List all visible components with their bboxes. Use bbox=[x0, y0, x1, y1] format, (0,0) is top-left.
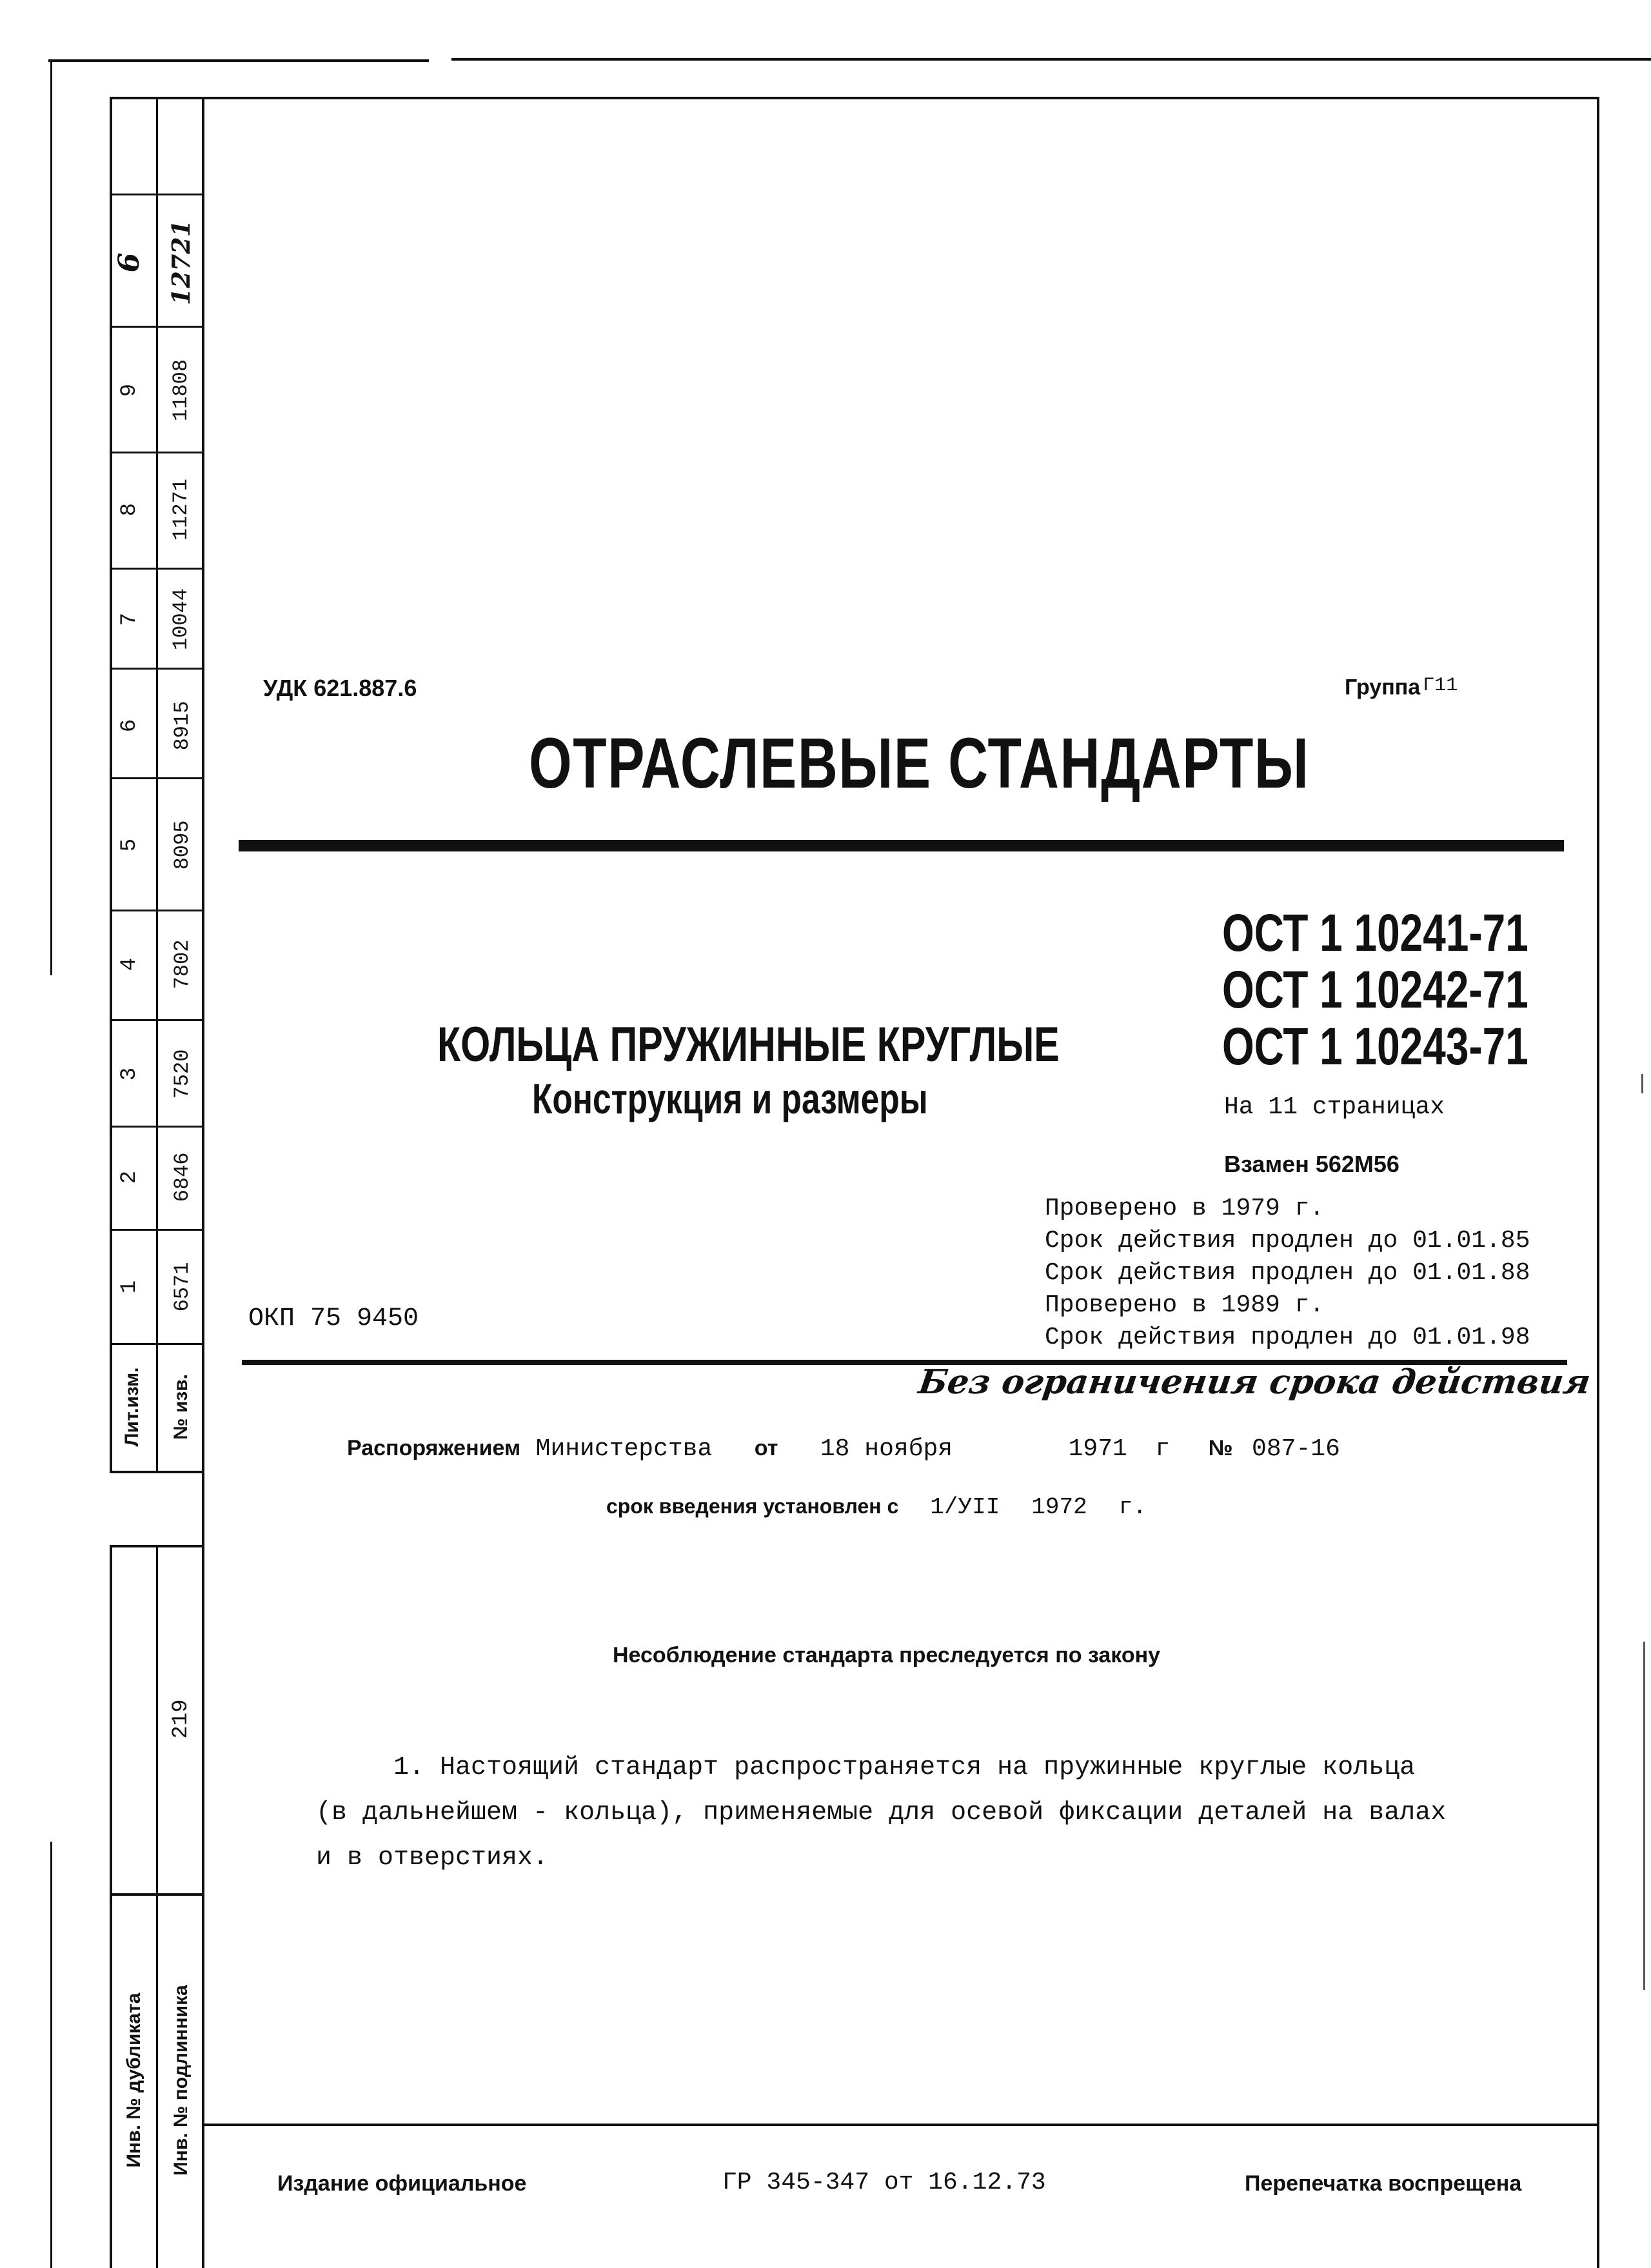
no-7: 10044 bbox=[169, 588, 193, 651]
strip2-left bbox=[110, 1545, 112, 2268]
strip-sep bbox=[110, 668, 204, 670]
body-line: и в отверстиях. bbox=[316, 1844, 549, 1873]
code-1: ОСТ 1 10241-71 bbox=[1222, 904, 1528, 962]
lit-4: 4 bbox=[117, 957, 142, 971]
strip-sep bbox=[110, 1343, 204, 1345]
intro-year: 1972 bbox=[1031, 1494, 1087, 1520]
no-2: 6846 bbox=[170, 1152, 194, 1202]
scan-mark bbox=[1643, 1642, 1645, 1990]
frame-top-right bbox=[451, 58, 1651, 61]
intro-line bbox=[606, 1492, 1147, 1520]
no-8: 11271 bbox=[169, 479, 193, 541]
standard-subtitle: Конструкция и размеры bbox=[532, 1075, 928, 1122]
status-line: Срок действия продлен до 01.01.98 bbox=[1045, 1324, 1530, 1351]
strip-bottom bbox=[110, 1471, 204, 1473]
status-line: Срок действия продлен до 01.01.85 bbox=[1045, 1227, 1530, 1255]
no-header: № изв. bbox=[170, 1374, 192, 1440]
replaces bbox=[1224, 1151, 1399, 1178]
group-label: Группа bbox=[1345, 675, 1421, 700]
strip-sep bbox=[110, 1019, 204, 1021]
strip-left-edge bbox=[110, 97, 112, 1471]
order-ministry: Министерства bbox=[535, 1435, 713, 1463]
lit-6: 6 bbox=[117, 719, 142, 733]
pages-count: На 11 страницах bbox=[1224, 1093, 1445, 1121]
footer-reprint: Перепечатка воспрещена bbox=[1245, 2171, 1522, 2196]
order-line bbox=[347, 1433, 1340, 1463]
no-1: 6571 bbox=[170, 1262, 194, 1312]
frame-main-right bbox=[1597, 97, 1599, 2268]
frame-main-left bbox=[202, 97, 204, 2268]
lit-1: 1 bbox=[117, 1280, 142, 1294]
replaces-text: Взамен 562М56 bbox=[1224, 1151, 1399, 1177]
order-num-sign: № bbox=[1208, 1436, 1233, 1460]
status-line: Проверено в 1979 г. bbox=[1045, 1195, 1325, 1222]
legal-warning: Несоблюдение стандарта преследуется по закону bbox=[613, 1643, 1161, 1667]
scan-mark bbox=[1641, 1074, 1643, 1093]
lit-8: 8 bbox=[117, 502, 142, 517]
code-3: ОСТ 1 10243-71 bbox=[1222, 1017, 1528, 1076]
lit-3: 3 bbox=[117, 1067, 142, 1081]
frame-main-top bbox=[110, 97, 1599, 99]
dup-label: Инв. № дубликата bbox=[123, 1993, 144, 2168]
strip-sep bbox=[110, 326, 204, 328]
intro-label: срок введения установлен с bbox=[606, 1495, 899, 1518]
strip-mid-edge bbox=[156, 97, 158, 1471]
frame-footer-top bbox=[202, 2124, 1599, 2126]
order-year: 1971 bbox=[1068, 1435, 1127, 1463]
lit-header: Лит.изм. bbox=[121, 1367, 143, 1447]
orig-label: Инв. № подлинника bbox=[170, 1985, 192, 2176]
okp-code: ОКП 75 9450 bbox=[248, 1304, 419, 1333]
order-date: 18 ноября bbox=[820, 1435, 953, 1463]
lit-9: 9 bbox=[117, 383, 142, 397]
body-line: 1. Настоящий стандарт распространяется на пружинные круглые кольца bbox=[393, 1753, 1416, 1782]
strip-sep bbox=[110, 1229, 204, 1231]
strip2-sep bbox=[110, 1893, 204, 1896]
order-from: от bbox=[754, 1436, 778, 1460]
status-line: Срок действия продлен до 01.01.88 bbox=[1045, 1259, 1530, 1287]
frame-left-outer-low bbox=[50, 1842, 52, 2268]
strip-sep bbox=[110, 452, 204, 453]
no-5: 8095 bbox=[170, 820, 194, 870]
strip-sep bbox=[110, 777, 204, 779]
standard-name: КОЛЬЦА ПРУЖИННЫЕ КРУГЛЫЕ bbox=[437, 1017, 1060, 1072]
frame-top-left bbox=[48, 59, 429, 62]
status-line: Проверено в 1989 г. bbox=[1045, 1291, 1325, 1319]
no-4: 7802 bbox=[170, 939, 194, 990]
intro-suffix: г. bbox=[1118, 1494, 1147, 1520]
intro-date: 1/УII bbox=[930, 1494, 1000, 1520]
strip-sep bbox=[110, 1126, 204, 1128]
strip-sep bbox=[110, 910, 204, 911]
group bbox=[1345, 675, 1458, 700]
footer-reg: ГР 345-347 от 16.12.73 bbox=[722, 2169, 1046, 2196]
handwritten-note: Без ограничения срока действия bbox=[916, 1362, 1594, 1402]
group-value: Г11 bbox=[1423, 675, 1458, 697]
lit-5: 5 bbox=[117, 838, 142, 852]
code-2: ОСТ 1 10242-71 bbox=[1222, 960, 1528, 1019]
strip-sep bbox=[110, 194, 204, 195]
orig-value: 219 bbox=[169, 1699, 193, 1739]
no-6: 8915 bbox=[170, 701, 194, 751]
footer-official: Издание официальное bbox=[277, 2171, 527, 2196]
lit-7: 7 bbox=[117, 612, 142, 626]
no-3: 7520 bbox=[170, 1049, 194, 1099]
order-number: 087-16 bbox=[1252, 1435, 1340, 1463]
page-title: ОТРАСЛЕВЫЕ СТАНДАРТЫ bbox=[529, 724, 1310, 803]
frame-left-outer bbox=[50, 59, 52, 975]
udk: УДК 621.887.6 bbox=[263, 675, 417, 701]
strip2-mid bbox=[156, 1545, 158, 2268]
order-label: Распоряжением bbox=[347, 1436, 521, 1460]
no-9: 11808 bbox=[169, 359, 193, 422]
no-10: 12721 bbox=[166, 219, 195, 306]
lit-2: 2 bbox=[117, 1170, 142, 1184]
lit-10: 6 bbox=[113, 252, 146, 273]
strip-sep bbox=[110, 568, 204, 570]
order-year-suffix: г bbox=[1155, 1435, 1171, 1463]
title-rule bbox=[239, 840, 1564, 851]
body-line: (в дальнейшем - кольца), применяемые для осевой фиксации деталей на валах bbox=[316, 1798, 1447, 1827]
